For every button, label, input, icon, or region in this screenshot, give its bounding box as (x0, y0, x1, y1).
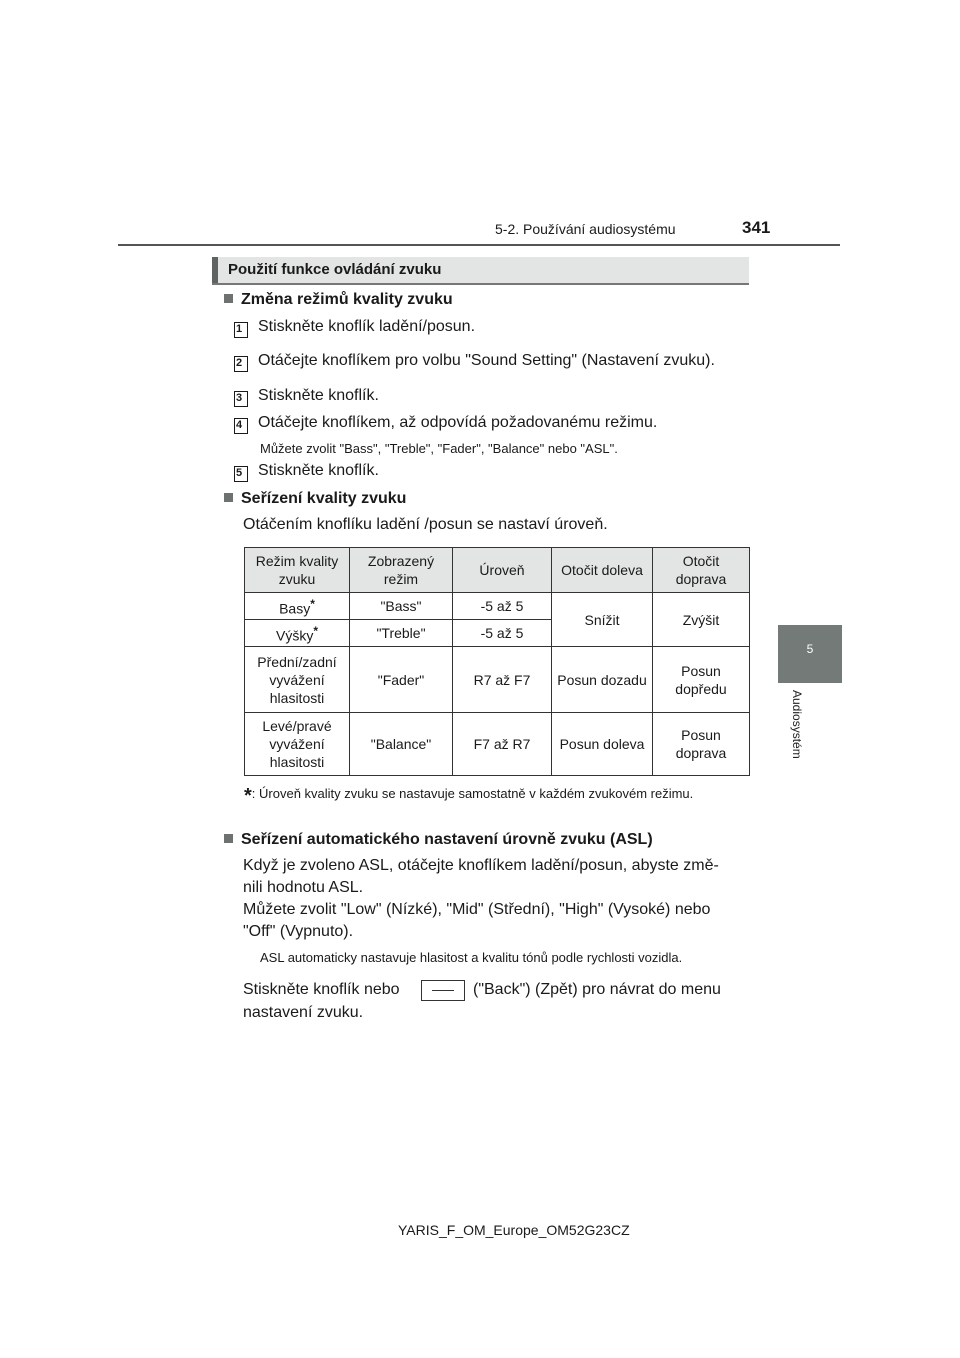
footnote-mark: * (310, 596, 315, 611)
square-bullet-icon (224, 294, 233, 303)
table-cell: "Balance" (350, 713, 453, 776)
table-cell: Posun dozadu (552, 647, 653, 713)
square-bullet-icon (224, 834, 233, 843)
step-text: Stiskněte knoflík. (258, 387, 379, 404)
step-3 (234, 387, 379, 407)
section-title-bar (212, 257, 749, 285)
heading-text: Seřízení kvality zvuku (241, 490, 407, 507)
mode-name: Basy (279, 600, 311, 617)
step-5 (234, 462, 379, 482)
step-number: 4 (234, 418, 248, 434)
footnote-text: : Úroveň kvality zvuku se nastavuje samostatně v každém zvukovém režimu. (251, 786, 694, 801)
heading-asl (224, 831, 653, 849)
asl-text-line: "Off" (Vypnuto). (243, 923, 354, 940)
modes-note: Můžete zvolit "Bass", "Treble", "Fader", "Balance" nebo "ASL". (260, 441, 618, 456)
back-button-icon (421, 980, 465, 1001)
step-2 (234, 352, 715, 372)
table-cell (245, 593, 350, 620)
heading-sound-quality (224, 490, 406, 508)
table-cell: "Treble" (350, 620, 453, 647)
back-text-pre: Stiskněte knoflík nebo (243, 981, 400, 998)
asl-text-line: Můžete zvolit "Low" (Nízké), "Mid" (Střední), "High" (Vysoké) nebo (243, 901, 711, 918)
table-cell: -5 až 5 (453, 593, 552, 620)
table-header: Režim kvality zvuku (245, 548, 350, 593)
table-cell: Zvýšit (653, 593, 750, 647)
step-text: Otáčejte knoflíkem, až odpovídá požadovanému režimu. (258, 414, 658, 431)
header-section-title: 5-2. Používání audiosystému (495, 221, 676, 237)
sound-settings-table (244, 547, 750, 776)
step-text: Stiskněte knoflík. (258, 462, 379, 479)
heading-text: Změna režimů kvality zvuku (241, 291, 453, 308)
back-text-post: ("Back") (Zpět) pro návrat do menu (473, 981, 721, 998)
section-marker (212, 257, 218, 283)
table-header: Otočit doprava (653, 548, 750, 593)
heading-sound-modes (224, 291, 453, 309)
mode-name: Výšky (275, 627, 314, 644)
section-title: Použití funkce ovládání zvuku (228, 261, 442, 278)
table-cell: "Bass" (350, 593, 453, 620)
table-header: Otočit doleva (552, 548, 653, 593)
asl-text-line: nili hodnotu ASL. (243, 879, 364, 896)
table-cell (245, 620, 350, 647)
table-cell: "Fader" (350, 647, 453, 713)
asl-note: ASL automaticky nastavuje hlasitost a kvalitu tónů podle rychlosti vozidla. (260, 950, 683, 965)
table-cell: Snížit (552, 593, 653, 647)
table-header: Zobrazený režim (350, 548, 453, 593)
step-text: Otáčejte knoflíkem pro volbu "Sound Setting" (Nastavení zvuku). (258, 352, 715, 369)
table-header-row (245, 548, 750, 593)
chapter-tab (778, 625, 842, 683)
step-1 (234, 318, 475, 338)
table-cell: Posun doprava (653, 713, 750, 776)
table-cell: Posun doleva (552, 713, 653, 776)
table-cell: R7 až F7 (453, 647, 552, 713)
document-code: YARIS_F_OM_Europe_OM52G23CZ (398, 1222, 630, 1238)
table-cell: Přední/zadní vyvážení hlasitosti (245, 647, 350, 713)
step-number: 2 (234, 356, 248, 372)
header-rule (118, 244, 840, 246)
chapter-number: 5 (806, 642, 814, 656)
table-cell: F7 až R7 (453, 713, 552, 776)
heading-text: Seřízení automatického nastavení úrovně zvuku (ASL) (241, 831, 653, 848)
step-number: 3 (234, 391, 248, 407)
table-cell: Levé/pravé vyvážení hlasitosti (245, 713, 350, 776)
sound-quality-text: Otáčením knoflíku ladění /posun se nastaví úroveň. (243, 516, 608, 533)
step-text: Stiskněte knoflík ladění/posun. (258, 318, 476, 335)
table-cell: -5 až 5 (453, 620, 552, 647)
step-number: 5 (234, 466, 248, 482)
back-text-line2: nastavení zvuku. (243, 1004, 364, 1021)
table-footnote (244, 785, 748, 805)
page-number: 341 (742, 218, 771, 237)
table-cell: Posun dopředu (653, 647, 750, 713)
chapter-label: Audiosystém (790, 690, 804, 759)
square-bullet-icon (224, 493, 233, 502)
dash-icon (432, 990, 454, 991)
table-row (245, 713, 750, 776)
footnote-mark: * (244, 785, 252, 807)
footnote-mark: * (313, 623, 318, 638)
step-4 (234, 414, 657, 434)
table-row (245, 593, 750, 620)
asl-text-line: Když je zvoleno ASL, otáčejte knoflíkem ladění/posun, abyste změ- (243, 857, 719, 874)
table-row (245, 647, 750, 713)
table-header: Úroveň (453, 548, 552, 593)
step-number: 1 (234, 322, 248, 338)
